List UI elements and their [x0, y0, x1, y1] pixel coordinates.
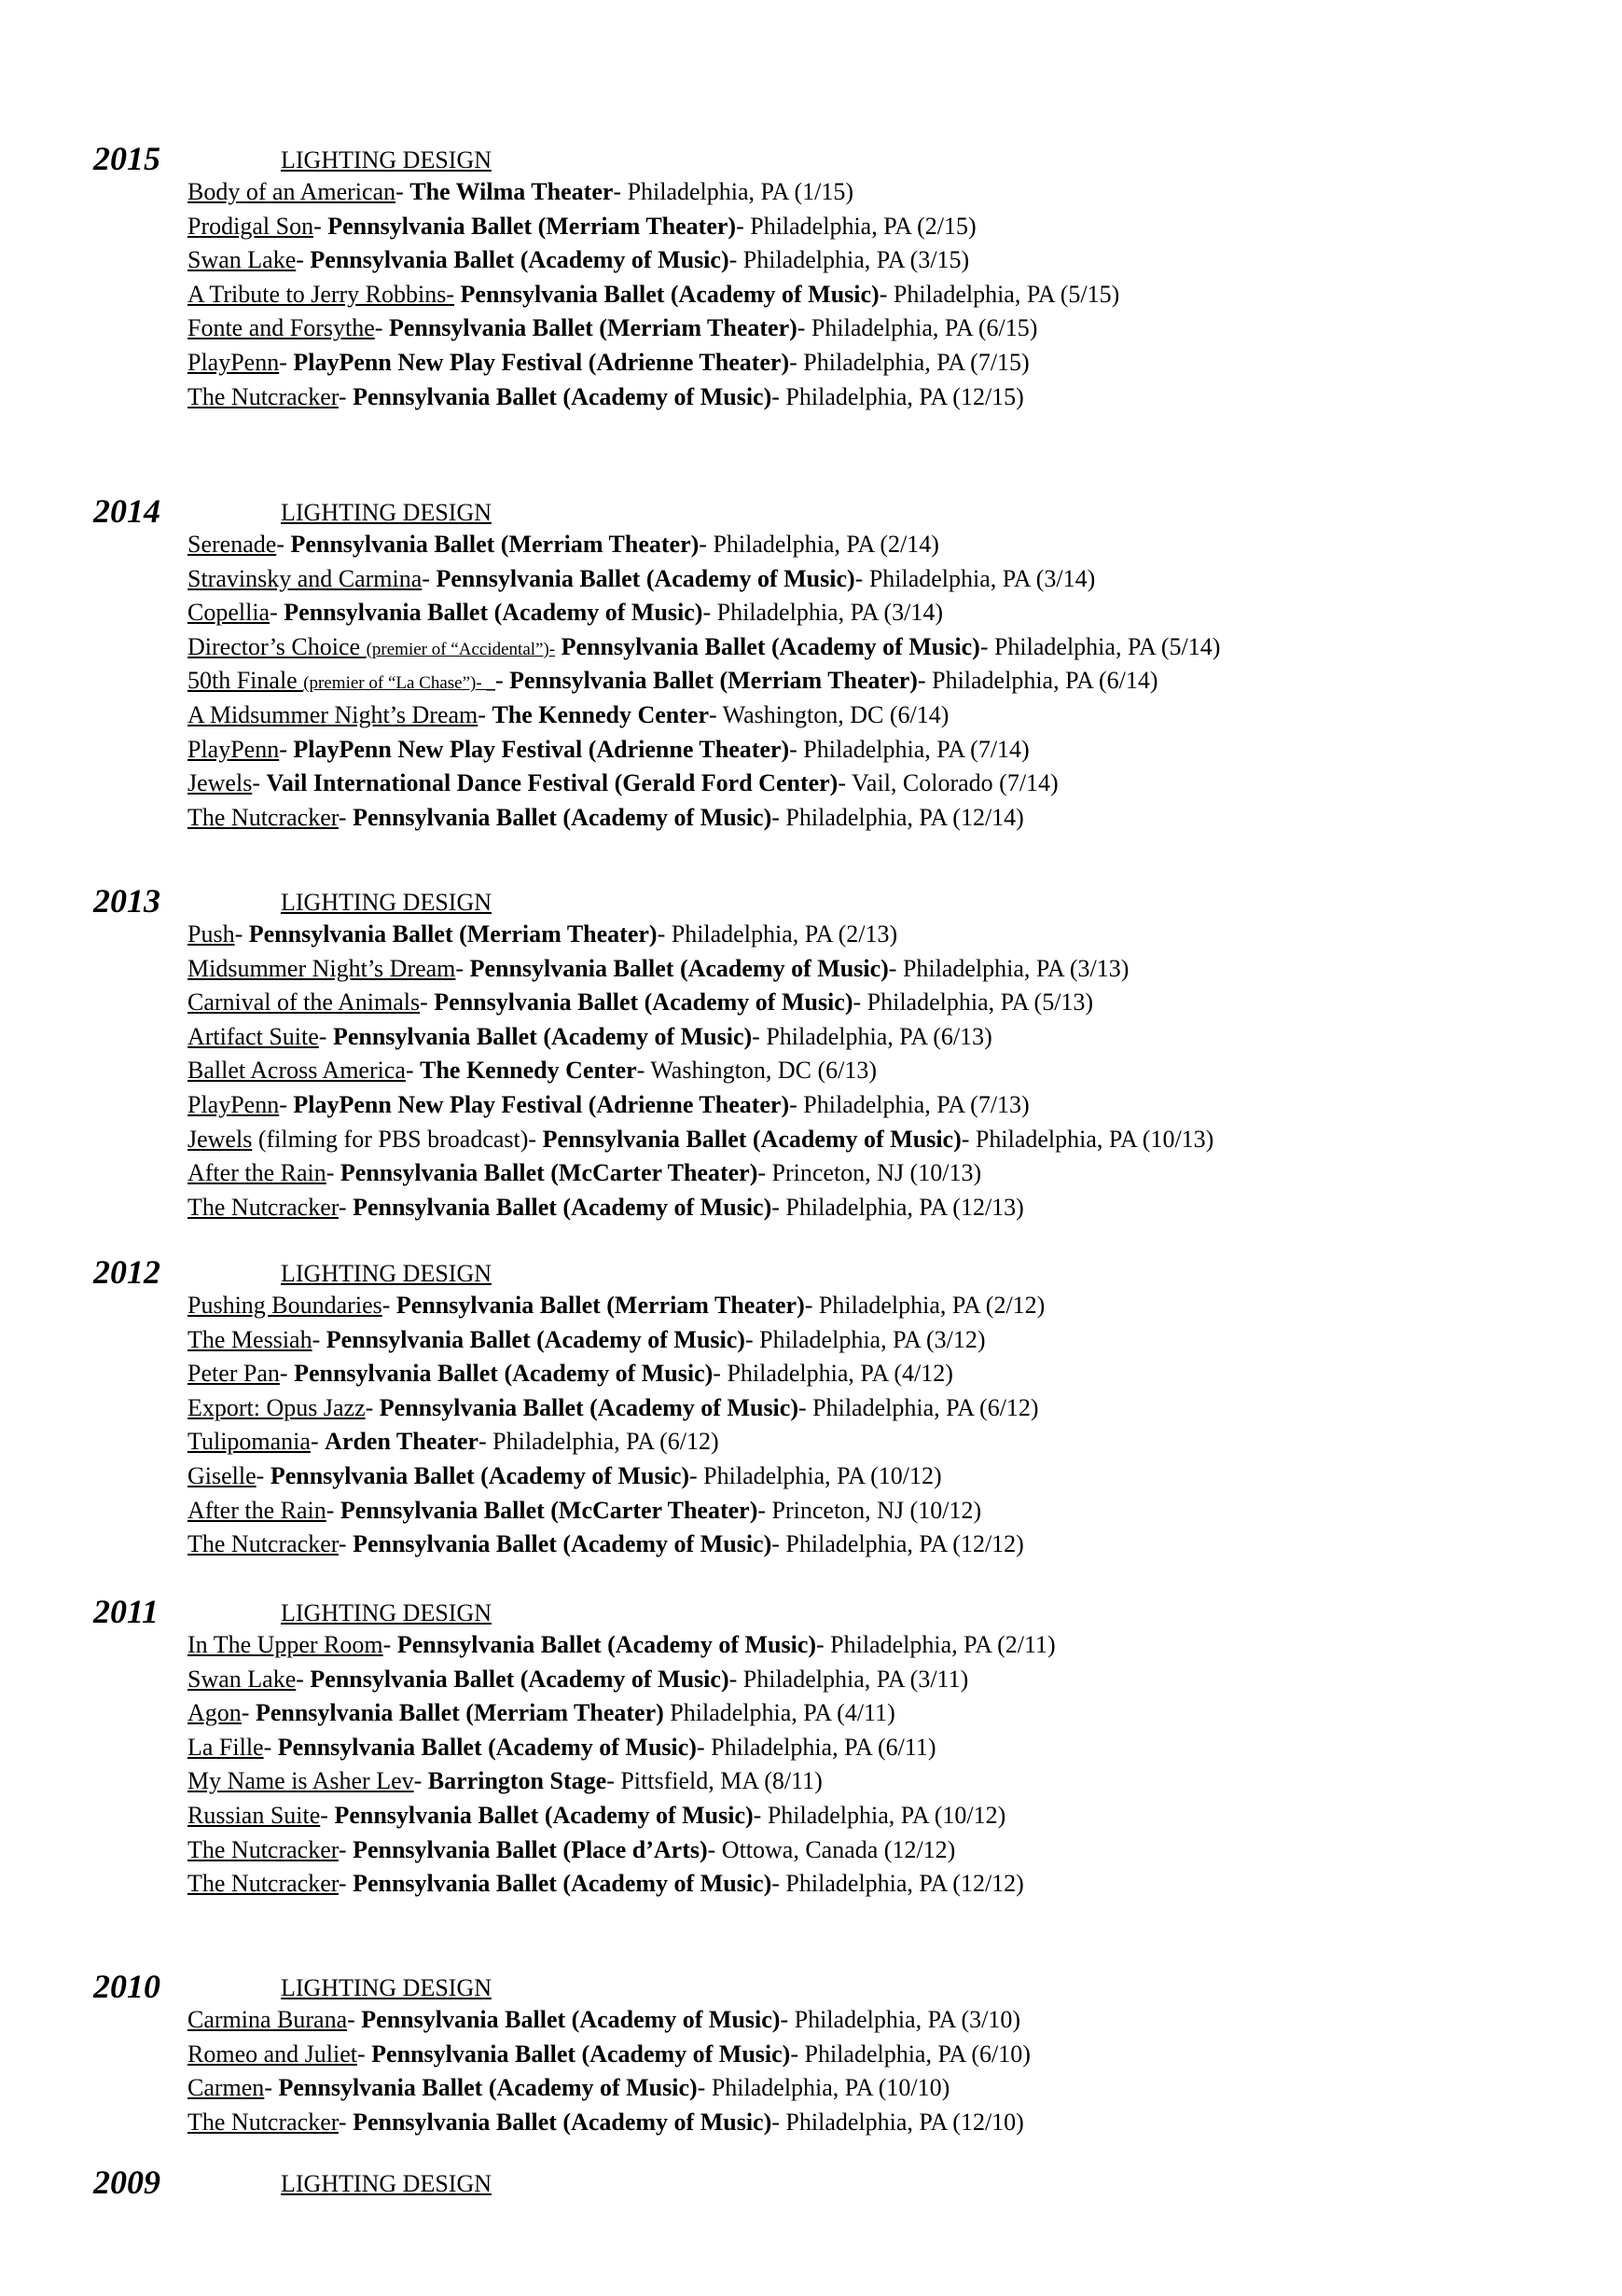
location-date: - Philadelphia, PA (6/15) [797, 314, 1038, 342]
separator-text: - [264, 2074, 279, 2102]
production-title: Carmen [187, 2074, 265, 2102]
production-entry [187, 347, 1119, 381]
location-date: - Philadelphia, PA (10/13) [961, 1125, 1214, 1153]
production-entry [187, 1495, 1045, 1529]
venue-name: Pennsylvania Ballet (Academy of Music) [284, 599, 703, 627]
separator-text: - [338, 382, 354, 410]
separator-text: - [420, 989, 435, 1017]
production-title: Peter Pan [187, 1360, 280, 1388]
separator-text: - [356, 2040, 372, 2068]
production-title: Jewels [187, 769, 253, 797]
location-date: - Philadelphia, PA (3/10) [780, 2006, 1021, 2033]
production-title: La Fille [187, 1733, 264, 1761]
production-title: Export: Opus Jazz [187, 1393, 366, 1421]
separator-text: - [365, 1393, 380, 1421]
production-title: The Nutcracker [187, 1530, 339, 1558]
location-date: - Philadelphia, PA (5/14) [979, 632, 1221, 660]
separator-text: - [494, 667, 510, 695]
production-entry [187, 597, 1220, 631]
production-title: After the Rain [187, 1496, 326, 1524]
production-entry [187, 381, 1119, 416]
venue-name: Pennsylvania Ballet (Academy of Music) [561, 632, 980, 660]
venue-name: PlayPenn New Play Festival (Adrienne Theater) [293, 348, 790, 376]
year-label: 2015 [93, 140, 160, 177]
production-title: Copellia [187, 599, 270, 627]
production-title: The Nutcracker [187, 1870, 339, 1898]
production-title: My Name is Asher Lev [187, 1767, 414, 1795]
production-title: Jewels [187, 1125, 253, 1153]
separator-text: - [279, 1360, 295, 1388]
production-title: Romeo and Juliet [187, 2040, 357, 2068]
section-heading: LIGHTING DESIGN [281, 1974, 492, 2001]
separator-text: - [347, 2006, 362, 2033]
production-entry [187, 699, 1220, 734]
production-entry [187, 563, 1220, 598]
venue-name: Pennsylvania Ballet (Academy of Music) [353, 1870, 772, 1898]
production-entry [187, 1629, 1056, 1664]
location-date: - Philadelphia, PA (6/12) [797, 1393, 1039, 1421]
production-title: Ballet Across America [187, 1057, 406, 1085]
venue-name: Vail International Dance Festival (Gerald Ford Center) [266, 769, 839, 797]
location-date: - Philadelphia, PA (6/11) [696, 1733, 936, 1761]
location-date: - Philadelphia, PA (7/14) [789, 735, 1030, 763]
year-label: 2009 [93, 2164, 160, 2201]
production-note: (premier of “Accidental”)- [366, 639, 556, 659]
location-date: - Philadelphia, PA (3/15) [728, 246, 970, 274]
separator-text: - [256, 1461, 270, 1489]
production-entry [187, 1124, 1213, 1158]
venue-name: Barrington Stage [427, 1767, 607, 1795]
location-date: - Princeton, NJ (10/12) [757, 1496, 982, 1524]
location-date: - Philadelphia, PA (3/13) [888, 954, 1130, 982]
production-title: The Nutcracker [187, 2108, 339, 2136]
production-list [187, 176, 1119, 415]
venue-name: Pennsylvania Ballet (Academy of Music) [371, 2040, 791, 2068]
venue-name: Pennsylvania Ballet (Academy of Music) [396, 1631, 817, 1658]
location-date: - Philadelphia, PA (2/13) [657, 920, 898, 947]
production-title: PlayPenn [187, 348, 280, 376]
separator-text: - [338, 2108, 354, 2136]
location-date: - Philadelphia, PA (12/12) [771, 1870, 1024, 1898]
venue-name: Pennsylvania Ballet (Merriam Theater) [388, 314, 797, 342]
location-date: - Philadelphia, PA (6/10) [790, 2040, 1031, 2068]
production-entry [187, 734, 1220, 768]
separator-text: - [270, 599, 284, 627]
production-entry [187, 1089, 1213, 1124]
production-title: Carnival of the Animals [187, 989, 421, 1017]
location-date: - Washington, DC (6/14) [708, 700, 950, 728]
production-title: PlayPenn [187, 1090, 280, 1118]
production-entry [187, 1834, 1056, 1869]
section-heading: LIGHTING DESIGN [281, 889, 492, 916]
venue-name: Pennsylvania Ballet (Academy of Music) [326, 1325, 745, 1353]
section-heading: LIGHTING DESIGN [281, 1599, 492, 1626]
production-entry [187, 987, 1213, 1021]
production-entry [187, 1800, 1056, 1834]
separator-text: - [318, 1022, 333, 1050]
venue-name: Pennsylvania Ballet (Merriam Theater) [255, 1699, 664, 1727]
production-title: The Nutcracker [187, 382, 339, 410]
separator-text: - [405, 1057, 421, 1085]
production-entry [187, 1358, 1045, 1392]
location-date: - Philadelphia, PA (5/15) [879, 280, 1120, 308]
production-entry [187, 1426, 1045, 1460]
venue-name: Pennsylvania Ballet (Academy of Music) [542, 1125, 962, 1153]
location-date: - Pittsfield, MA (8/11) [606, 1767, 823, 1795]
production-entry [187, 919, 1213, 953]
separator-text: - [263, 1733, 278, 1761]
section-heading: LIGHTING DESIGN [281, 1260, 492, 1287]
production-list [187, 1629, 1056, 1902]
separator-text: - [296, 1665, 311, 1693]
venue-name: The Kennedy Center [492, 700, 709, 728]
venue-name: Pennsylvania Ballet (McCarter Theater) [340, 1159, 758, 1187]
venue-name: Pennsylvania Ballet (Merriam Theater) [327, 212, 737, 240]
production-title: After the Rain [187, 1159, 326, 1187]
location-date: Philadelphia, PA (4/11) [663, 1699, 895, 1727]
production-list [187, 2004, 1031, 2140]
location-date: - Philadelphia, PA (6/13) [752, 1022, 992, 1050]
production-entry [187, 953, 1213, 988]
venue-name: Pennsylvania Ballet (McCarter Theater) [340, 1496, 758, 1524]
year-label: 2010 [93, 1968, 160, 2005]
location-date: - Philadelphia, PA (12/15) [771, 382, 1024, 410]
separator-text: - [312, 1325, 326, 1353]
venue-name: PlayPenn New Play Festival (Adrienne Theater) [293, 735, 790, 763]
year-label: 2013 [93, 882, 160, 920]
location-date: - Philadelphia, PA (3/12) [744, 1325, 986, 1353]
venue-name: Arden Theater [325, 1428, 479, 1456]
separator-text: - [455, 954, 470, 982]
separator-text: - [296, 246, 311, 274]
production-title: Serenade [187, 531, 277, 558]
location-date: - Philadelphia, PA (6/12) [478, 1428, 719, 1456]
location-date: - Philadelphia, PA (10/12) [753, 1801, 1006, 1829]
production-title: A Midsummer Night’s Dream [187, 700, 478, 728]
separator-text: (filming for PBS broadcast)- [252, 1125, 543, 1153]
venue-name: Pennsylvania Ballet (Merriam Theater) [248, 920, 658, 947]
production-entry [187, 1460, 1045, 1495]
location-date: - Philadelphia, PA (12/14) [771, 803, 1024, 831]
venue-name: Pennsylvania Ballet (Academy of Music) [379, 1393, 798, 1421]
production-entry [187, 2072, 1031, 2107]
venue-name: Pennsylvania Ballet (Academy of Music) [294, 1360, 714, 1388]
location-date: - Philadelphia, PA (4/12) [713, 1360, 953, 1388]
separator-text: - [381, 1292, 396, 1319]
venue-name: Pennsylvania Ballet (Academy of Music) [277, 1733, 697, 1761]
separator-text: - [422, 564, 437, 592]
separator-text: - [234, 920, 249, 947]
production-title: Swan Lake [187, 1665, 297, 1693]
location-date: - Philadelphia, PA (6/14) [917, 667, 1158, 695]
production-title: Russian Suite [187, 1801, 321, 1829]
venue-name: Pennsylvania Ballet (Academy of Music) [310, 246, 729, 274]
production-entry [187, 1392, 1045, 1427]
production-entry [187, 176, 1119, 211]
separator-text: - [279, 348, 294, 376]
venue-name: The Kennedy Center [420, 1057, 637, 1085]
production-entry [187, 1765, 1056, 1800]
venue-name: Pennsylvania Ballet (Academy of Music) [332, 1022, 753, 1050]
separator-text: - [276, 531, 291, 558]
separator-text: - [313, 212, 328, 240]
production-entry [187, 1055, 1213, 1089]
location-date: - Philadelphia, PA (2/14) [699, 531, 939, 558]
location-date: - Vail, Colorado (7/14) [838, 769, 1059, 797]
production-entry [187, 1732, 1056, 1766]
production-entry [187, 2107, 1031, 2141]
production-entry [187, 312, 1119, 347]
venue-name: Pennsylvania Ballet (Merriam Theater) [395, 1292, 805, 1319]
production-title: Tulipomania [187, 1428, 311, 1456]
venue-name: Pennsylvania Ballet (Academy of Music) [310, 1665, 729, 1693]
production-entry [187, 1290, 1045, 1324]
production-title: Prodigal Son [187, 212, 314, 240]
separator-text: - [395, 178, 410, 205]
production-title: The Nutcracker [187, 803, 339, 831]
location-date: - Philadelphia, PA (2/15) [736, 212, 977, 240]
production-title: A Tribute to Jerry Robbins- [187, 280, 455, 308]
venue-name: Pennsylvania Ballet (Academy of Music) [460, 280, 880, 308]
location-date: - Philadelphia, PA (2/12) [804, 1292, 1046, 1319]
production-note: (premier of “La Chase”)- _ [303, 673, 495, 694]
production-entry [187, 1868, 1056, 1902]
production-title: Stravinsky and Carmina [187, 564, 423, 592]
production-entry [187, 1697, 1056, 1732]
separator-text: - [252, 769, 267, 797]
section-heading: LIGHTING DESIGN [281, 2170, 492, 2197]
year-label: 2012 [93, 1253, 160, 1291]
venue-name: Pennsylvania Ballet (Academy of Music) [353, 382, 772, 410]
separator-text: - [338, 1870, 354, 1898]
production-entry [187, 1324, 1045, 1359]
location-date: - Philadelphia, PA (3/14) [702, 599, 944, 627]
section-heading: LIGHTING DESIGN [281, 146, 492, 173]
separator-text: - [241, 1699, 256, 1727]
separator-text: - [310, 1428, 326, 1456]
production-title: Pushing Boundaries [187, 1292, 382, 1319]
production-entry [187, 211, 1119, 245]
separator-text: - [374, 314, 389, 342]
production-list [187, 1290, 1045, 1563]
production-list [187, 919, 1213, 1225]
venue-name: Pennsylvania Ballet (Academy of Music) [278, 2074, 698, 2102]
production-entry [187, 631, 1220, 666]
production-title: The Nutcracker [187, 1835, 339, 1863]
production-title: Agon [187, 1699, 242, 1727]
venue-name: Pennsylvania Ballet (Academy of Music) [353, 1530, 772, 1558]
section-heading: LIGHTING DESIGN [281, 499, 492, 526]
separator-text: - [338, 1193, 354, 1221]
location-date: - Philadelphia, PA (7/15) [789, 348, 1030, 376]
venue-name: Pennsylvania Ballet (Academy of Music) [334, 1801, 754, 1829]
location-date: - Philadelphia, PA (5/13) [853, 989, 1094, 1017]
venue-name: Pennsylvania Ballet (Academy of Music) [270, 1461, 690, 1489]
separator-text: - [326, 1496, 340, 1524]
production-title: Fonte and Forsythe [187, 314, 375, 342]
separator-text: - [382, 1631, 397, 1658]
separator-text: - [338, 1835, 354, 1863]
production-title: Midsummer Night’s Dream [187, 954, 456, 982]
production-title: PlayPenn [187, 735, 280, 763]
year-label: 2011 [93, 1593, 159, 1630]
location-date: - Philadelphia, PA (3/14) [854, 564, 1096, 592]
production-title: Giselle [187, 1461, 256, 1489]
production-entry [187, 1664, 1056, 1698]
production-title: In The Upper Room [187, 1631, 383, 1658]
location-date: - Philadelphia, PA (12/13) [771, 1193, 1024, 1221]
venue-name: Pennsylvania Ballet (Place d’Arts) [353, 1835, 708, 1863]
venue-name: PlayPenn New Play Festival (Adrienne Theater) [293, 1090, 790, 1118]
location-date: - Philadelphia, PA (2/11) [816, 1631, 1056, 1658]
production-list [187, 529, 1220, 836]
location-date: - Philadelphia, PA (12/10) [771, 2108, 1024, 2136]
location-date: - Washington, DC (6/13) [636, 1057, 878, 1085]
separator-text: - [326, 1159, 340, 1187]
production-entry [187, 244, 1119, 279]
production-entry [187, 279, 1119, 313]
production-entry [187, 2039, 1031, 2073]
location-date: - Philadelphia, PA (10/12) [689, 1461, 942, 1489]
production-title: Director’s Choice [187, 632, 367, 660]
location-date: - Philadelphia, PA (10/10) [697, 2074, 950, 2102]
venue-name: Pennsylvania Ballet (Merriam Theater) [509, 667, 918, 695]
production-entry [187, 2004, 1031, 2039]
production-title: Artifact Suite [187, 1022, 319, 1050]
separator-text: - [413, 1767, 428, 1795]
location-date: - Princeton, NJ (10/13) [757, 1159, 982, 1187]
separator-text: - [320, 1801, 335, 1829]
production-title: 50th Finale [187, 667, 304, 695]
separator-text: - [279, 735, 294, 763]
venue-name: Pennsylvania Ballet (Merriam Theater) [290, 531, 700, 558]
production-title: Swan Lake [187, 246, 297, 274]
production-entry [187, 802, 1220, 837]
production-entry [187, 1528, 1045, 1563]
venue-name: Pennsylvania Ballet (Academy of Music) [353, 2108, 772, 2136]
production-title: Body of an American [187, 178, 396, 205]
venue-name: Pennsylvania Ballet (Academy of Music) [361, 2006, 781, 2033]
venue-name: Pennsylvania Ballet (Academy of Music) [353, 1193, 772, 1221]
year-label: 2014 [93, 492, 160, 530]
production-title: The Nutcracker [187, 1193, 339, 1221]
production-entry [187, 1157, 1213, 1192]
location-date: - Philadelphia, PA (3/11) [728, 1665, 969, 1693]
location-date: - Philadelphia, PA (1/15) [613, 178, 853, 205]
venue-name: Pennsylvania Ballet (Academy of Music) [434, 989, 853, 1017]
venue-name: Pennsylvania Ballet (Academy of Music) [436, 564, 855, 592]
venue-name: The Wilma Theater [409, 178, 614, 205]
location-date: - Philadelphia, PA (7/13) [789, 1090, 1030, 1118]
production-entry [187, 768, 1220, 802]
separator-text: - [279, 1090, 294, 1118]
production-title: Push [187, 920, 235, 947]
production-title: Carmina Burana [187, 2006, 348, 2033]
production-entry [187, 665, 1220, 699]
production-entry [187, 529, 1220, 563]
separator-text: - [478, 700, 492, 728]
venue-name: Pennsylvania Ballet (Academy of Music) [353, 803, 772, 831]
location-date: - Philadelphia, PA (12/12) [771, 1530, 1024, 1558]
separator-text: - [338, 803, 354, 831]
production-title: The Messiah [187, 1325, 312, 1353]
separator-text: - [338, 1530, 354, 1558]
production-entry [187, 1192, 1213, 1226]
venue-name: Pennsylvania Ballet (Academy of Music) [469, 954, 889, 982]
production-entry [187, 1021, 1213, 1056]
location-date: - Ottowa, Canada (12/12) [707, 1835, 956, 1863]
